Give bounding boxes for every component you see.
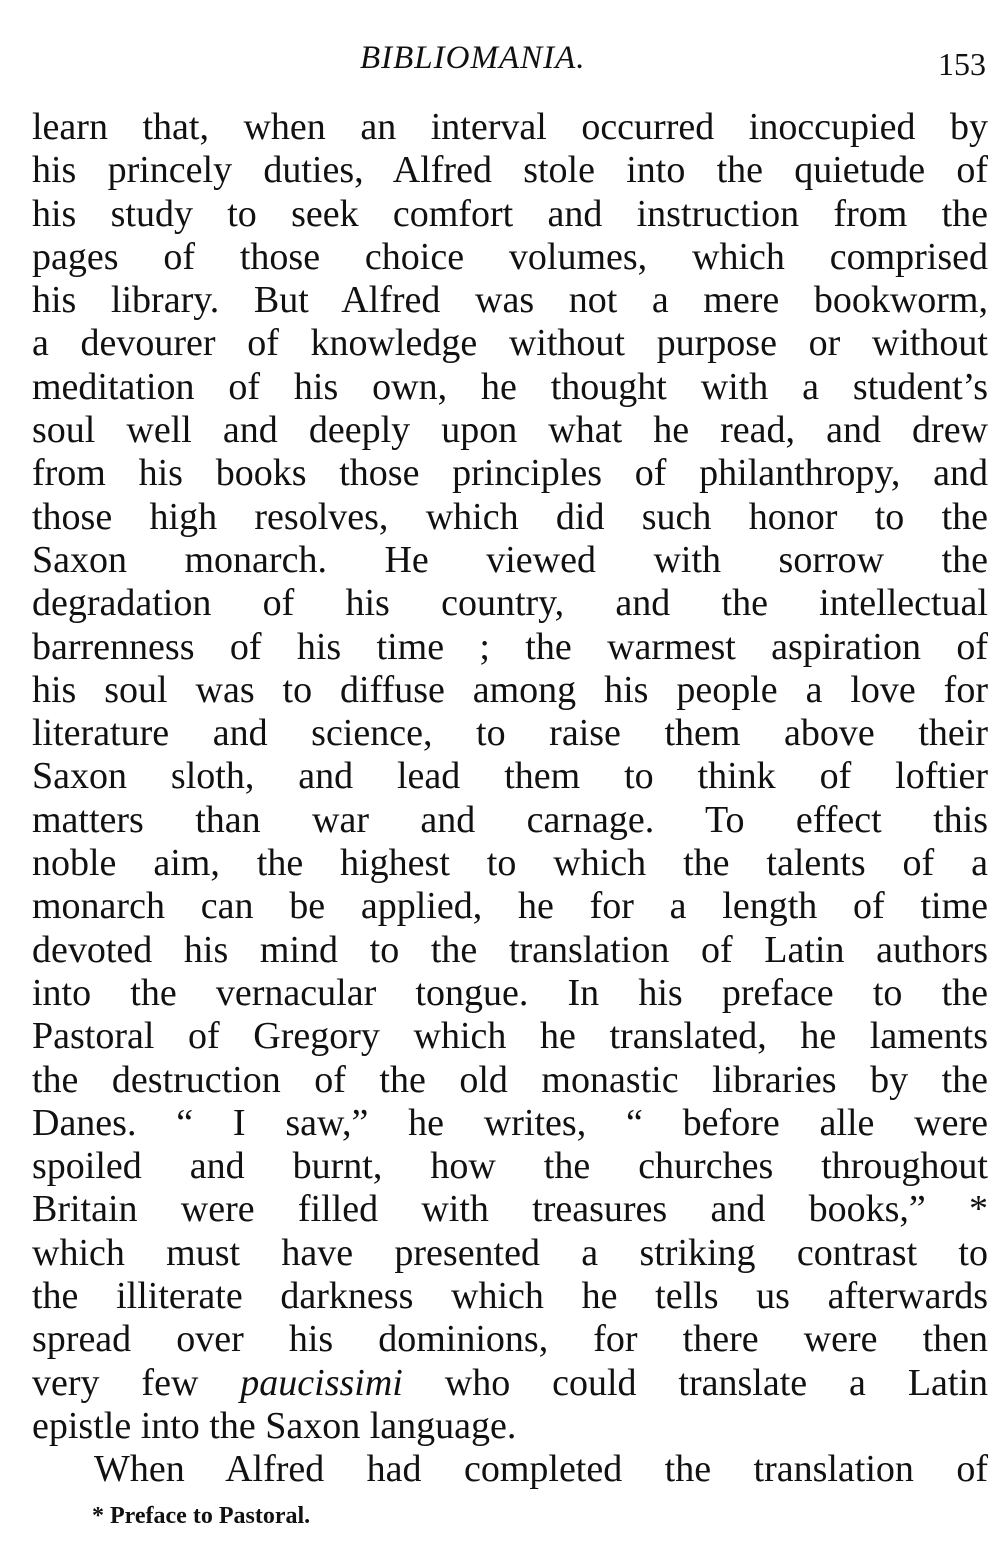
text-line: the destruction of the old monastic libraries by the (32, 1058, 988, 1101)
text-line: his soul was to diffuse among his people a love for (32, 668, 988, 711)
text-line: from his books those principles of philanthropy, and (32, 452, 988, 495)
text-line: learn that, when an interval occurred inoccupied by (32, 106, 988, 148)
text-line: into the vernacular tongue. In his preface to the (32, 971, 988, 1014)
text-line: matters than war and carnage. To effect this (32, 798, 988, 841)
text-line: Pastoral of Gregory which he translated, he laments (32, 1015, 988, 1058)
text-segment: very few (32, 1361, 241, 1404)
text-line: spread over his dominions, for there were then (32, 1318, 988, 1361)
body-text (32, 106, 988, 1492)
text-line: Britain were filled with treasures and books,” * (32, 1188, 988, 1231)
text-line: pages of those choice volumes, which comprised (32, 235, 988, 278)
text-line: epistle into the Saxon language. (32, 1404, 517, 1447)
text-line: literature and science, to raise them above their (32, 712, 988, 755)
text-line: When Alfred had completed the translation of (94, 1448, 988, 1491)
text-line: a devourer of knowledge without purpose or without (32, 322, 988, 365)
text-line: his study to seek comfort and instruction from the (32, 192, 988, 235)
paragraph-1 (32, 106, 988, 1448)
text-line: noble aim, the highest to which the talents of a (32, 842, 988, 885)
footnote: * Preface to Pastoral. (92, 1503, 311, 1529)
paragraph-2 (32, 1448, 988, 1491)
text-line: monarch can be applied, he for a length of time (32, 885, 988, 928)
italic-latin-word: paucissimi (240, 1361, 403, 1404)
text-line: soul well and deeply upon what he read, and drew (32, 409, 988, 452)
text-line: which must have presented a striking contrast to (32, 1231, 988, 1274)
text-line: spoiled and burnt, how the churches throughout (32, 1145, 988, 1188)
running-head (0, 40, 1000, 90)
page-number: 153 (938, 46, 986, 82)
text-line: Saxon monarch. He viewed with sorrow the (32, 538, 988, 581)
text-line: those high resolves, which did such honor to the (32, 495, 988, 538)
text-line: his library. But Alfred was not a mere bookworm, (32, 279, 988, 322)
text-line-with-italic (32, 1362, 988, 1405)
text-line: barrenness of his time ; the warmest aspiration of (32, 625, 988, 668)
text-line: Saxon sloth, and lead them to think of loftier (32, 755, 988, 798)
text-line: meditation of his own, he thought with a student’s (32, 365, 988, 408)
text-line: degradation of his country, and the intellectual (32, 582, 988, 625)
text-line: the illiterate darkness which he tells us afterwards (32, 1275, 988, 1318)
text-segment: who could translate a Latin (402, 1361, 989, 1404)
text-line: devoted his mind to the translation of Latin authors (32, 928, 988, 971)
running-title: BIBLIOMANIA. (360, 40, 586, 76)
text-line: his princely duties, Alfred stole into the quietude of (32, 149, 988, 192)
text-line: Danes. “ I saw,” he writes, “ before alle were (32, 1101, 988, 1144)
